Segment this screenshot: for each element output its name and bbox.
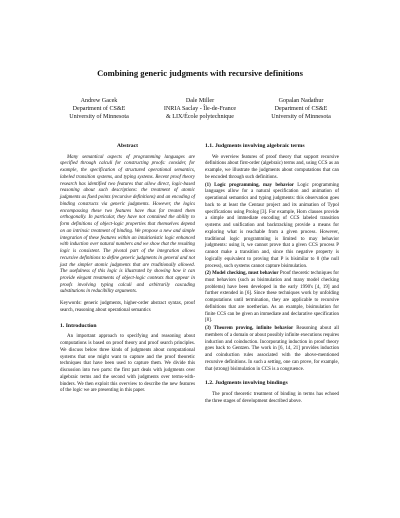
paper-title: Combining generic judgments with recursive definitions — [97, 68, 303, 78]
author-institution: University of Minnesota — [69, 114, 129, 121]
author-affiliation: INRIA Saclay - Île-de-France — [163, 106, 237, 113]
author-name: Gopalan Nadathur — [278, 98, 324, 104]
author-affiliation: Department of CS&E — [72, 106, 126, 113]
author-institution: & LIX/École polytechnique — [165, 114, 235, 121]
item-heading: (1) Logic programming, may behavior — [205, 182, 294, 188]
section-heading-1-1: 1.1. Judgments involving algebraic terms — [205, 143, 305, 149]
right-column — [205, 143, 339, 405]
section-heading-introduction: 1. Introduction — [60, 322, 97, 329]
left-column — [60, 143, 195, 395]
item-heading: (2) Model checking, must behavior — [205, 271, 279, 277]
item-theorem-proving — [205, 326, 339, 373]
item-model-checking — [205, 271, 339, 325]
section-1-2-text: The proof theoretic treatment of binding in terms has echoed the three stages of development described above. — [205, 392, 339, 404]
item-text: Logic programming languages allow for a natural specification and animation of operational semantics and typing judgments: this observation goes back to at least the Centaur project and its animation of Typol specifications using Prolog [3]. For example, Horn clauses provide a simple and immediate encoding of CCS labeled transition systems and unification and backtracking provide a means for exploring what is reachable from a given process. However, traditional logic programming is limited to may behavior judgments: using it, we cannot prove that a given CCS process P cannot make a transition and, since this negative property is logically equivalent to proving that P is bisimilar to 0 (the null process), such systems cannot capture bisimulation. — [205, 182, 339, 269]
keywords: Keywords: generic judgments, higher-order abstract syntax, proof search, reasoning about operational semantics — [60, 301, 195, 313]
abstract — [60, 155, 195, 296]
author-block-3 — [241, 97, 361, 121]
abstract-heading: Abstract — [116, 143, 139, 149]
abstract-text: Many semantical aspects of programming languages are specified through calculi for constructing proofs: consider, for example, the specification of structured operational semantics, labeled transition systems, and typing systems. Recent proof theory research has identified two features that allow direct, logic-based reasoning about such descriptions: the treatment of atomic judgments as fixed points (recursive definitions) and an encoding of binding constructs via generic judgments. However, the logics encompassing these two features have thus far treated them orthogonally. In particular, they have not contained the ability to form definitions of object-logic properties that themselves depend on an intrinsic treatment of binding. We propose a new and simple integration of these features within an intuitionistic logic enhanced with induction over natural numbers and we show that the resulting logic is consistent. The pivotal part of the integration allows recursive definitions to define generic judgments in general and not just the simpler atomic judgments that are traditionally allowed. The usefulness of this logic is illustrated by showing how it can provide elegant treatments of object-logic contexts that appear in proofs involving typing calculi and arbitrarily cascading substitutions in reducibility arguments. — [60, 154, 195, 295]
author-name: Dale Miller — [185, 98, 215, 104]
item-logic-programming — [205, 183, 339, 271]
author-name: Andrew Gacek — [80, 98, 118, 104]
author-institution: University of Minnesota — [271, 114, 331, 121]
author-affiliation: Department of CS&E — [274, 106, 328, 113]
item-text: Reasoning about all members of a domain or about possibly infinite executions requires induction and coinduction. Incorporating induction in proof theory goes back to Gentzen. The work in [6, 14, 21] provides induction and coinduction rules associated with the above-mentioned recursive definitions. In such a setting, one can prove, for example, that (strong) bisimulation in CCS is a congruence. — [205, 326, 340, 372]
intro-paragraph: An important approach to specifying and reasoning about computations is based on proof theory and proof search principles. We discuss below three kinds of judgments about computational systems that one might want to capture and the proof theoretic techniques that have been used to capture them. We divide this discussion into two parts: the first part deals with judgments over algebraic terms and the second with judgments over terms-with-binders. We then exploit this overview to describe the new features of the logic we are presenting in this paper. — [60, 334, 195, 394]
item-heading: (3) Theorem proving, infinite behavior — [205, 326, 294, 332]
section-1-1-intro: We overview features of proof theory that support recursive definitions about first-order (algebraic) terms and, using CCS as an example, we illustrate the judgments about computations that can be encoded through such definitions. — [205, 154, 339, 180]
item-text: Proof theoretic techniques for must behaviors (such as bisimulation and many model checking problems) have been developed in the early 1990's [4, 19] and further extended in [6]. Since these techniques work by unfolding computations until termination, they are applicable to recursive definitions that are noetherian. As an example, bisimulation for finite CCS can be given an immediate and declarative specification [8]. — [205, 271, 339, 324]
section-heading-1-2: 1.2. Judgments involving bindings — [205, 380, 288, 387]
